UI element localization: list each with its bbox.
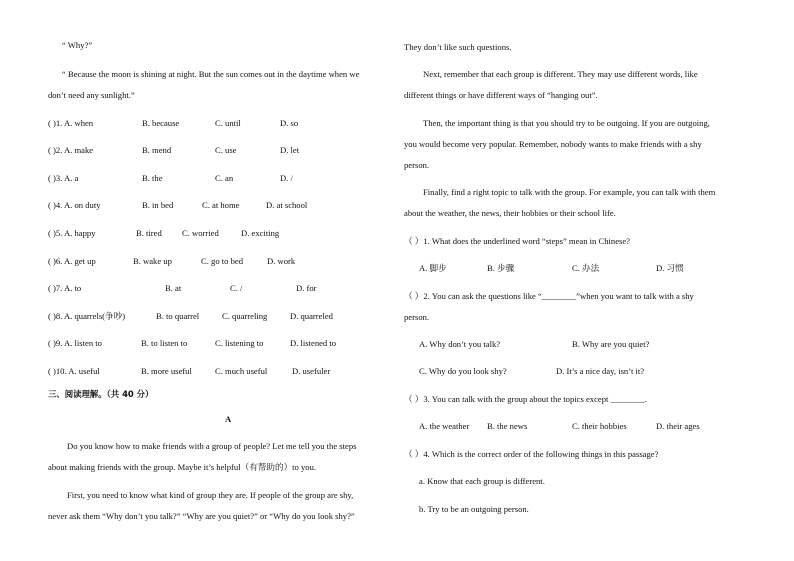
cloze-option-d: D. work xyxy=(267,256,296,266)
cloze-option-b: B. because xyxy=(142,118,180,128)
passage-paragraph-3-line-1: Next, remember that each group is different. They may use different words, like xyxy=(423,69,698,79)
question-2-option-a: A. Why don’t you talk? xyxy=(419,339,501,349)
cloze-option-d: D. at school xyxy=(266,200,308,210)
question-2-option-c: C. Why do you look shy? xyxy=(419,366,507,376)
passage-paragraph-4-line-2: you would become very popular. Remember, nobody wants to make friends with a shy xyxy=(404,139,702,149)
cloze-option-b: B. the xyxy=(142,173,163,183)
cloze-option-b: B. at xyxy=(165,283,182,293)
passage-paragraph-3-line-2: different things or have different ways of “hanging out”. xyxy=(404,90,598,100)
section-title-reading: 三、阅读理解。（共 40 分） xyxy=(48,389,154,399)
cloze-option-c: C. much useful xyxy=(215,366,268,376)
passage-paragraph-1-line-2: about making friends with the group. Maybe it’s helpful（有帮助的）to you. xyxy=(48,462,317,472)
question-3: （ ）3. You can talk with the group about the topics except ________. xyxy=(404,394,648,404)
question-2-line-1: （ ）2. You can ask the questions like “________”when you want to talk with a shy xyxy=(404,291,694,301)
cloze-option-b: B. mend xyxy=(142,145,172,155)
question-3-option-a: A. the weather xyxy=(419,421,470,431)
cloze-option-c: C. until xyxy=(215,118,241,128)
question-1-option-a: A. 脚步 xyxy=(419,263,447,273)
cloze-option-c: C. at home xyxy=(202,200,240,210)
cloze-option-c: C. listening to xyxy=(215,338,264,348)
passage-letter: A xyxy=(225,414,232,424)
cloze-option-a: ( )9. A. listen to xyxy=(48,338,102,348)
cloze-option-c: C. worried xyxy=(182,228,219,238)
passage-continued-line: They don’t like such questions. xyxy=(404,42,512,52)
cloze-option-d: D. exciting xyxy=(241,228,280,238)
question-4: （ ）4. Which is the correct order of the following things in this passage? xyxy=(404,449,659,459)
dialogue-line-sunlight: don’t need any sunlight.” xyxy=(48,90,135,100)
cloze-option-a: ( )10. A. useful xyxy=(48,366,100,376)
cloze-option-d: D. quarreled xyxy=(290,311,333,321)
passage-paragraph-4-line-1: Then, the important thing is that you should try to be outgoing. If you are outgoing, xyxy=(423,118,710,128)
cloze-option-b: B. in bed xyxy=(142,200,174,210)
passage-paragraph-2-line-1: First, you need to know what kind of group they are. If people of the group are shy, xyxy=(67,490,354,500)
cloze-option-c: C. / xyxy=(230,283,243,293)
question-1-option-b: B. 步骤 xyxy=(487,263,515,273)
cloze-option-d: D. usefuler xyxy=(292,366,331,376)
passage-paragraph-1-line-1: Do you know how to make friends with a group of people? Let me tell you the steps xyxy=(67,441,357,451)
passage-paragraph-5-line-2: about the weather, the news, their hobbies or their school life. xyxy=(404,208,616,218)
question-4-item-a: a. Know that each group is different. xyxy=(419,476,545,486)
cloze-option-b: B. more useful xyxy=(141,366,192,376)
question-2-option-b: B. Why are you quiet? xyxy=(572,339,650,349)
dialogue-line-why: “ Why?” xyxy=(62,40,93,50)
question-2-option-d: D. It’s a nice day, isn’t it? xyxy=(556,366,645,376)
question-1: （ ）1. What does the underlined word “steps” mean in Chinese? xyxy=(404,236,631,246)
cloze-option-a: ( )7. A. to xyxy=(48,283,82,293)
cloze-option-c: C. an xyxy=(215,173,234,183)
cloze-option-c: C. quarreling xyxy=(222,311,268,321)
cloze-option-a: ( )8. A. quarrels(争吵) xyxy=(48,311,126,321)
question-1-option-d: D. 习惯 xyxy=(656,263,684,273)
passage-paragraph-2-line-2: never ask them “Why don’t you talk?” “Why are you quiet?” or “Why do you look shy?” xyxy=(48,511,355,521)
dialogue-line-moon: “ Because the moon is shining at night. But the sun comes out in the daytime when we xyxy=(62,69,360,79)
cloze-option-d: D. so xyxy=(280,118,299,128)
cloze-option-a: ( )3. A. a xyxy=(48,173,79,183)
question-3-option-b: B. the news xyxy=(487,421,528,431)
cloze-option-a: ( )2. A. make xyxy=(48,145,94,155)
cloze-option-d: D. / xyxy=(280,173,293,183)
cloze-option-b: B. tired xyxy=(136,228,162,238)
question-3-option-c: C. their hobbies xyxy=(572,421,627,431)
passage-paragraph-5-line-1: Finally, find a right topic to talk with the group. For example, you can talk with them xyxy=(423,187,716,197)
cloze-option-d: D. for xyxy=(296,283,317,293)
cloze-option-a: ( )5. A. happy xyxy=(48,228,96,238)
cloze-option-b: B. wake up xyxy=(133,256,172,266)
cloze-option-c: C. use xyxy=(215,145,237,155)
passage-paragraph-4-line-3: person. xyxy=(404,160,430,170)
cloze-option-b: B. to quarrel xyxy=(156,311,200,321)
question-3-option-d: D. their ages xyxy=(656,421,700,431)
cloze-option-d: D. listened to xyxy=(290,338,337,348)
cloze-option-a: ( )4. A. on duty xyxy=(48,200,101,210)
cloze-option-c: C. go to bed xyxy=(201,256,244,266)
question-1-option-c: C. 办法 xyxy=(572,263,600,273)
cloze-option-d: D. let xyxy=(280,145,300,155)
cloze-option-a: ( )6. A. get up xyxy=(48,256,96,266)
question-4-item-b: b. Try to be an outgoing person. xyxy=(419,504,529,514)
cloze-option-a: ( )1. A. when xyxy=(48,118,94,128)
question-2-line-2: person. xyxy=(404,312,430,322)
cloze-option-b: B. to listen to xyxy=(141,338,188,348)
